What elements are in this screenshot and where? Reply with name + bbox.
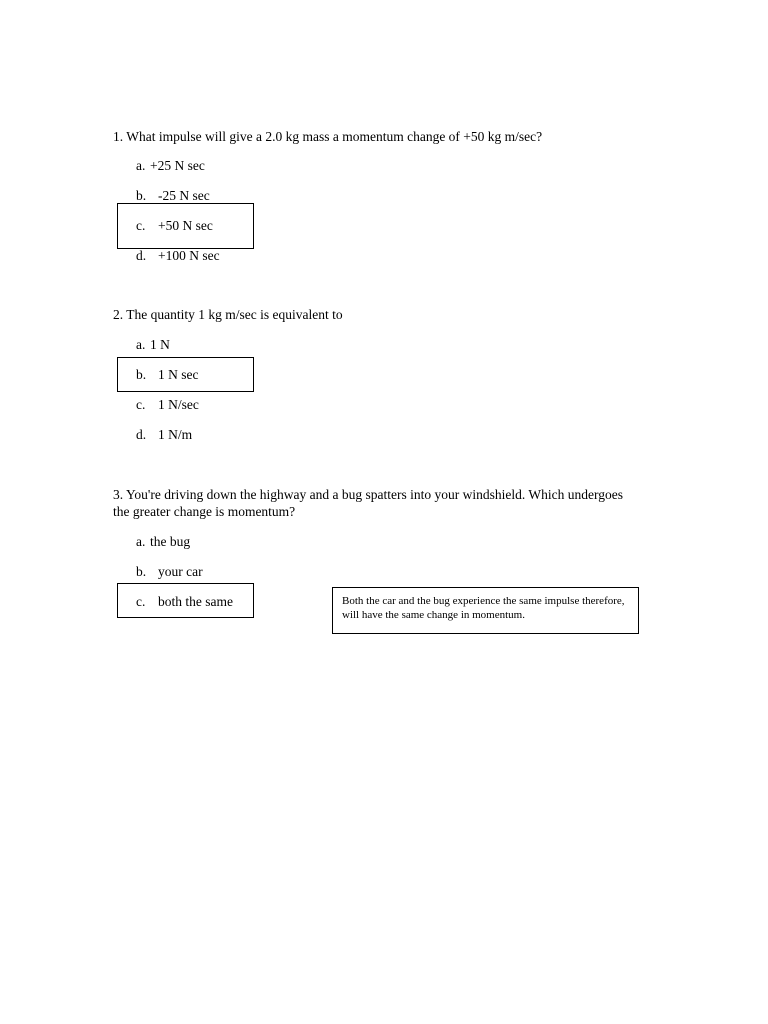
question-1-option-c [136,217,213,234]
option-letter: c. [136,397,146,412]
question-2-option-a [136,336,170,353]
option-text: 1 N/sec [158,397,199,412]
option-letter: a. [136,158,146,173]
option-letter: a. [136,534,146,549]
option-text: the bug [150,534,191,549]
option-letter: a. [136,337,146,352]
question-2-prompt: 2. The quantity 1 kg m/sec is equivalent to [113,307,343,322]
option-text: 1 N [150,337,170,352]
option-text: +50 N sec [158,218,213,233]
question-2-option-c [136,396,199,413]
option-letter: d. [136,248,147,263]
option-text: 1 N/m [158,427,193,442]
question-3-prompt: 3. You're driving down the highway and a bug spatters into your windshield. Which undergoes the greater change is momentum? [113,487,623,519]
question-1-option-d [136,247,220,264]
question-3-option-c [136,593,233,610]
question-1-prompt: 1. What impulse will give a 2.0 kg mass a momentum change of +50 kg m/sec? [113,129,543,144]
question-1-option-a [136,157,205,174]
question-1-option-b [136,187,210,204]
explanation-note: Both the car and the bug experience the same impulse therefore, will have the same change in momentum. [332,587,639,634]
option-letter: b. [136,564,147,579]
option-text: -25 N sec [158,188,210,203]
option-text: your car [158,564,203,579]
option-letter: b. [136,367,147,382]
question-3-option-a [136,533,190,550]
option-text: +100 N sec [158,248,220,263]
option-text: +25 N sec [150,158,205,173]
option-letter: b. [136,188,147,203]
option-text: 1 N sec [158,367,199,382]
option-letter: d. [136,427,147,442]
option-text: both the same [158,594,233,609]
question-2-option-b [136,366,199,383]
question-3-option-b [136,563,203,580]
question-2-option-d [136,426,192,443]
option-letter: c. [136,218,146,233]
option-letter: c. [136,594,146,609]
